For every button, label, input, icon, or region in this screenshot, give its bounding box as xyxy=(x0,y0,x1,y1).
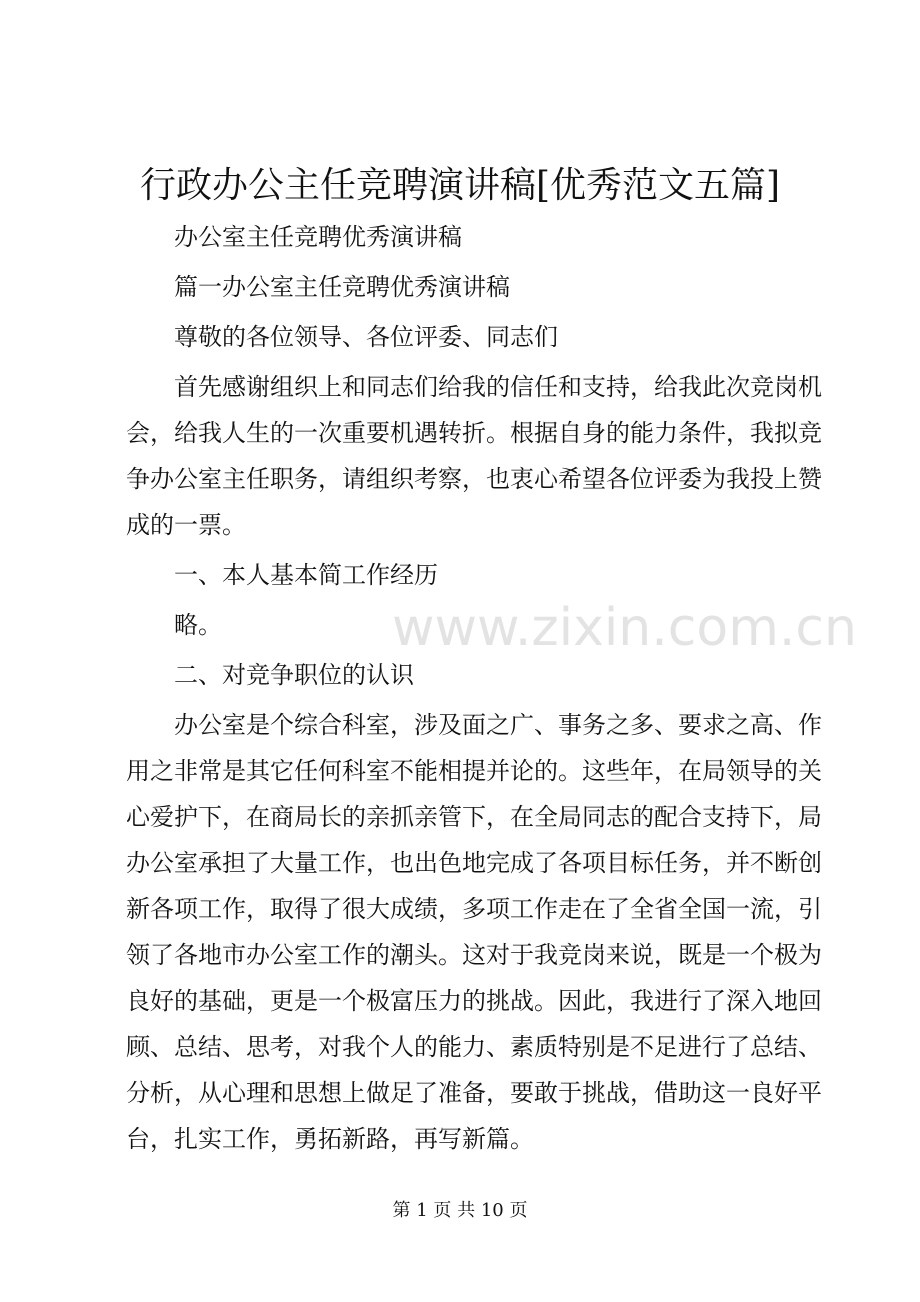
document-title: 行政办公主任竞聘演讲稿[优秀范文五篇] xyxy=(139,165,781,206)
paragraph-salutation: 尊敬的各位领导、各位评委、同志们 xyxy=(174,323,558,351)
paragraph-body: 办公室是个综合科室，涉及面之广、事务之多、要求之高、作用之非常是其它任何科室不能相提并论的。这些年，在局领导的关心爱护下，在商局长的亲抓亲管下，在全局同志的配合支持下，局办公室承担了大量工作，也出色地完成了各项目标任务，并不断创新各项工作，取得了很大成绩，多项工作走在了全省全国一流，引领了各地市办公室工作的潮头。这对于我竞岗来说，既是一个极为良好的基础，更是一个极富压力的挑战。因此，我进行了深入地回顾、总结、思考，对我个人的能力、素质特别是不足进行了总结、分析，从心理和思想上做足了准备，要敢于挑战，借助这一良好平台，扎实工作，勇拓新路，再写新篇。 xyxy=(126,711,822,1153)
paragraph-heading-two: 二、对竞争职位的认识 xyxy=(174,661,414,689)
watermark: www.zixin.com.cn xyxy=(392,598,857,658)
paragraph-intro: 首先感谢组织上和同志们给我的信任和支持，给我此次竞岗机会，给我人生的一次重要机遇转折。根据自身的能力条件，我拟竞争办公室主任职务，请组织考察，也衷心希望各位评委为我投上赞成的一票。 xyxy=(126,373,822,539)
paragraph-heading-one: 一、本人基本简工作经历 xyxy=(174,561,438,589)
paragraph-subtitle: 办公室主任竞聘优秀演讲稿 xyxy=(174,223,462,251)
paragraph-section-heading: 篇一办公室主任竞聘优秀演讲稿 xyxy=(174,273,510,301)
paragraph-omitted: 略。 xyxy=(174,611,222,639)
page-footer: 第 1 页 共 10 页 xyxy=(392,1200,528,1221)
document-body xyxy=(126,214,822,1162)
